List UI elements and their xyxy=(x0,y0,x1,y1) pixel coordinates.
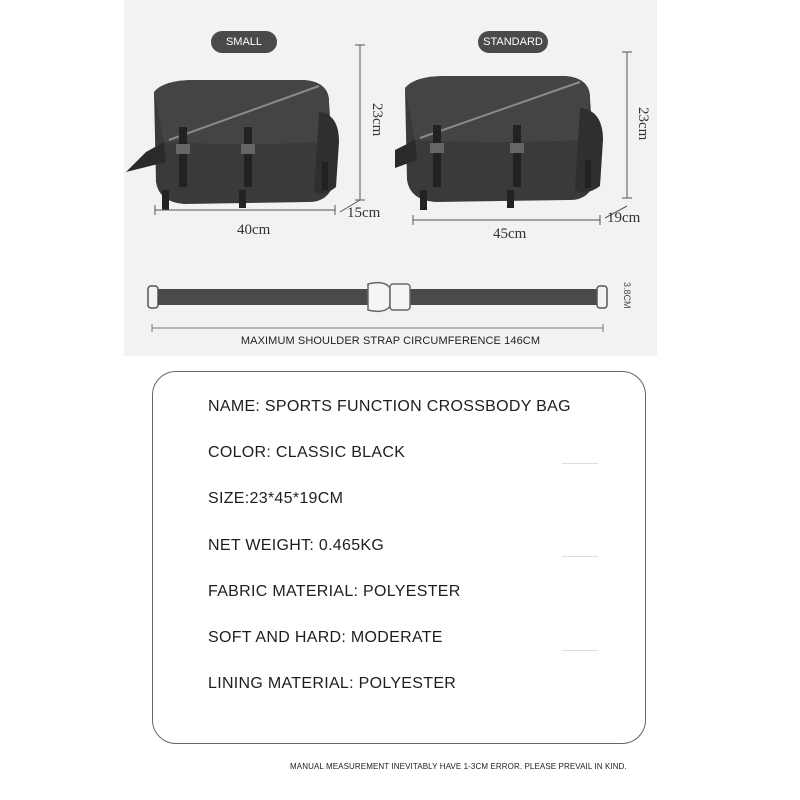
strap-width-label: 3.8CM xyxy=(622,282,632,309)
small-height-label: 23cm xyxy=(369,103,385,137)
spec-size: SIZE:23*45*19CM xyxy=(208,490,344,507)
spec-net-weight: NET WEIGHT: 0.465KG xyxy=(208,537,385,554)
spec-color: COLOR: CLASSIC BLACK xyxy=(208,444,406,461)
spec-lining-material: LINING MATERIAL: POLYESTER xyxy=(208,675,457,692)
spec-fabric-material: FABRIC MATERIAL: POLYESTER xyxy=(208,583,461,600)
standard-width-label: 45cm xyxy=(493,226,527,242)
divider xyxy=(562,463,598,464)
shoulder-strap-illustration xyxy=(145,278,615,334)
strap-circumference-caption: MAXIMUM SHOULDER STRAP CIRCUMFERENCE 146CM xyxy=(240,335,541,347)
size-badge-small: SMALL xyxy=(211,31,277,53)
divider xyxy=(562,650,598,651)
size-badge-standard: STANDARD xyxy=(478,31,548,53)
small-depth-label: 15cm xyxy=(347,205,381,221)
standard-depth-label: 19cm xyxy=(607,210,641,226)
small-width-label: 40cm xyxy=(237,222,271,238)
divider xyxy=(562,556,598,557)
spec-soft-and-hard: SOFT AND HARD: MODERATE xyxy=(208,629,443,646)
spec-name: NAME: SPORTS FUNCTION CROSSBODY BAG xyxy=(208,398,571,415)
measurement-footnote: MANUAL MEASUREMENT INEVITABLY HAVE 1-3CM ERROR. PLEASE PREVAIL IN KIND. xyxy=(290,762,627,771)
standard-height-label: 23cm xyxy=(635,107,651,141)
